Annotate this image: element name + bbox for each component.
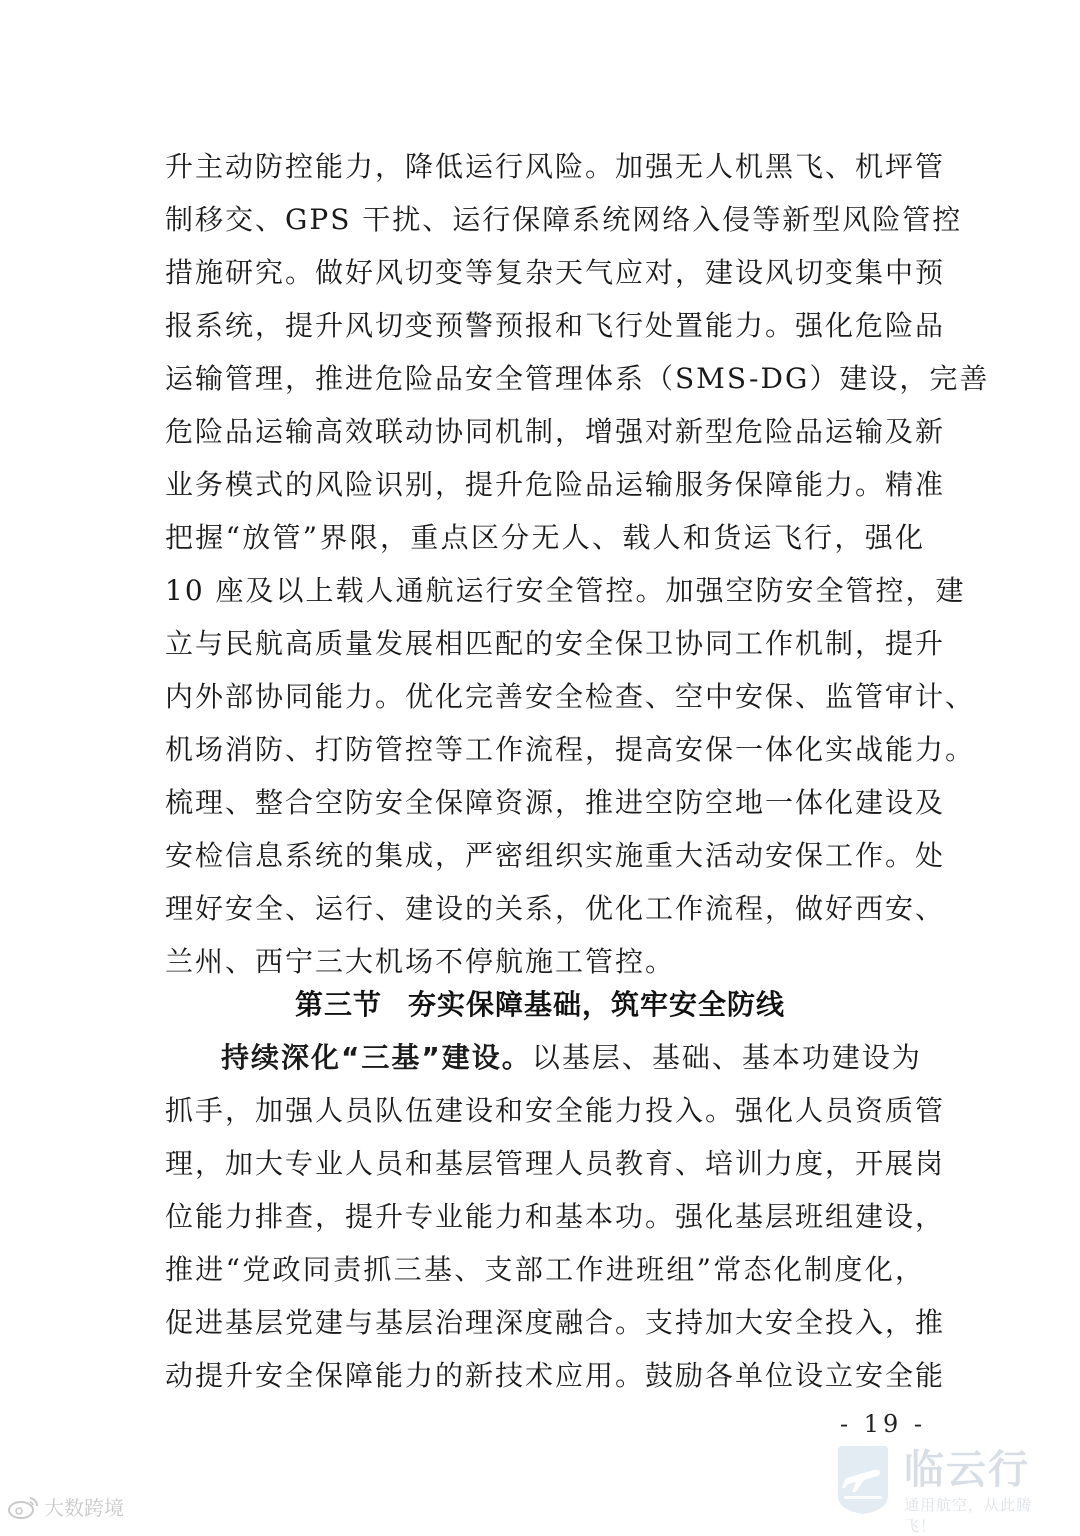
text-line: 机场消防、打防管控等工作流程，提高安保一体化实战能力。	[165, 733, 976, 766]
weibo-icon	[6, 1494, 40, 1520]
paragraph-1	[165, 140, 990, 988]
text-line: 业务模式的风险识别，提升危险品运输服务保障能力。精准	[165, 468, 946, 501]
text-line: 安检信息系统的集成，严密组织实施重大活动安保工作。处	[165, 839, 946, 872]
paragraph-lead: 持续深化“三基”建设。	[221, 1041, 532, 1074]
text-line: 运输管理，推进危险品安全管理体系（SMS-DG）建设，完善	[165, 362, 990, 395]
text-line: 立与民航高质量发展相匹配的安全保卫协同工作机制，提升	[165, 627, 946, 660]
text-line: 抓手，加强人员队伍建设和安全能力投入。强化人员资质管	[165, 1094, 946, 1127]
text-line-first	[165, 1031, 925, 1084]
paragraph-2	[165, 1031, 946, 1402]
text-line: 位能力排查，提升专业能力和基本功。强化基层班组建设，	[165, 1200, 946, 1233]
text-line: 梳理、整合空防安全保障资源，推进空防空地一体化建设及	[165, 786, 946, 819]
text-line: 内外部协同能力。优化完善安全检查、空中安保、监管审计、	[165, 680, 976, 713]
page-number: - 19 -	[840, 1410, 927, 1438]
watermark-right	[834, 1438, 1050, 1535]
text-line: 理好安全、运行、建设的关系，优化工作流程，做好西安、	[165, 892, 946, 925]
watermark-left-text: 大数跨境	[44, 1496, 124, 1520]
paragraph-lead-rest: 以基层、基础、基本功建设为	[531, 1041, 922, 1074]
text-line: 把握“放管”界限，重点区分无人、载人和货运飞行，强化	[165, 521, 925, 554]
text-line: 理，加大专业人员和基层管理人员教育、培训力度，开展岗	[165, 1147, 946, 1180]
text-line: 动提升安全保障能力的新技术应用。鼓励各单位设立安全能	[165, 1359, 946, 1392]
text-line: 制移交、GPS 干扰、运行保障系统网络入侵等新型风险管控	[165, 203, 963, 236]
text-line: 推进“党政同责抓三基、支部工作进班组”常态化制度化，	[165, 1253, 925, 1286]
text-line: 10 座及以上载人通航运行安全管控。加强空防安全管控，建	[165, 574, 966, 607]
section-title: 夯实保障基础，筑牢安全防线	[408, 988, 786, 1021]
text-line: 升主动防控能力，降低运行风险。加强无人机黑飞、机坪管	[165, 150, 946, 183]
watermark-brand: 临云行	[904, 1447, 1030, 1493]
text-line: 兰州、西宁三大机场不停航施工管控。	[165, 945, 676, 978]
section-heading	[0, 978, 1080, 1031]
text-line: 危险品运输高效联动协同机制，增强对新型危险品运输及新	[165, 415, 946, 448]
watermark-slogan: 通用航空，从此腾飞！	[904, 1496, 1033, 1535]
watermark-left	[6, 1492, 124, 1521]
section-number: 第三节	[294, 988, 382, 1021]
text-line: 报系统，提升风切变预警预报和飞行处置能力。强化危险品	[165, 309, 946, 342]
airplane-logo-icon	[834, 1444, 892, 1516]
text-line: 促进基层党建与基层治理深度融合。支持加大安全投入，推	[165, 1306, 946, 1339]
text-line: 措施研究。做好风切变等复杂天气应对，建设风切变集中预	[165, 256, 946, 289]
